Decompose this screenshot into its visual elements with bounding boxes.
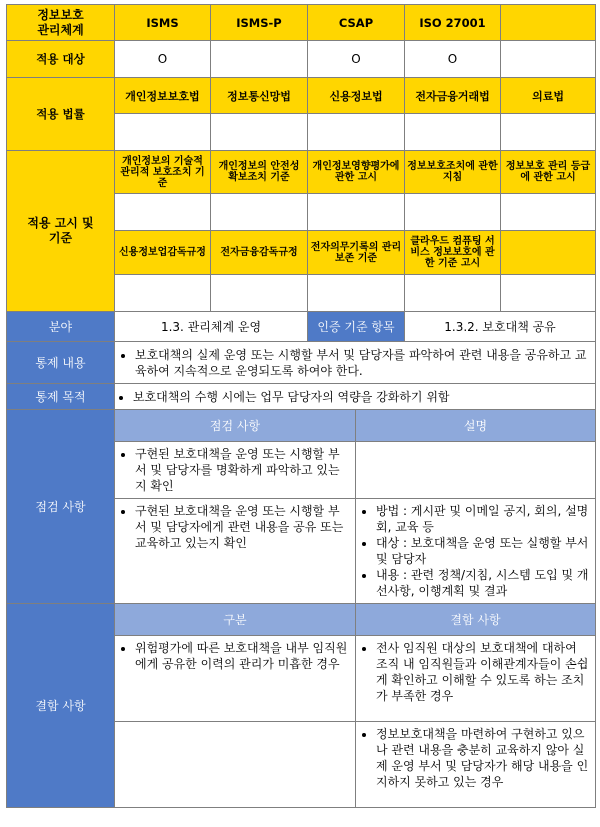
notice-item: 개인정보의 안전성 확보조치 기준 <box>211 151 308 194</box>
defect-category-header: 구분 <box>115 604 356 636</box>
check-item-1: • 구현된 보호대책을 운영 또는 시행할 부서 및 담당자를 명확하게 파악하고 있는지 확인 <box>135 446 349 494</box>
check-item-cell <box>115 499 356 604</box>
defect-detail-header: 결함 사항 <box>356 604 596 636</box>
col-header-isms: ISMS <box>115 5 211 41</box>
notice-blank-cell <box>308 275 405 312</box>
law-blank-cell <box>501 114 596 151</box>
defect-category-cell <box>115 636 356 722</box>
defect-label: 결함 사항 <box>7 604 115 808</box>
field-label: 분야 <box>7 312 115 342</box>
notice-blank-cell <box>211 275 308 312</box>
header-row <box>7 5 596 41</box>
cert-item-value: 1.3.2. 보호대책 공유 <box>405 312 596 342</box>
notices-row-1 <box>7 151 596 194</box>
purpose-row <box>7 384 596 410</box>
col-header-isms-p: ISMS-P <box>211 5 308 41</box>
control-label: 통제 내용 <box>7 342 115 384</box>
law-blank-cell <box>211 114 308 151</box>
check-desc-item: • 대상 : 보호대책을 운영 또는 실행할 부서 및 담당자 <box>376 535 589 567</box>
law-item: 전자금융거래법 <box>405 78 501 114</box>
field-value: 1.3. 관리체계 운영 <box>115 312 308 342</box>
check-desc-cell <box>356 499 596 604</box>
target-mark-isms-p <box>211 41 308 78</box>
defect-detail-cell <box>356 636 596 722</box>
check-desc-item: • 내용 : 관련 정책/지침, 시스템 도입 및 개선사항, 이행계획 및 결과 <box>376 567 589 599</box>
check-col-header: 점검 사항 <box>115 410 356 442</box>
check-desc-item: • 방법 : 게시판 및 이메일 공지, 회의, 설명회, 교육 등 <box>376 503 589 535</box>
defect-header-row <box>7 604 596 636</box>
defect-detail-cell <box>356 722 596 808</box>
purpose-label: 통제 목적 <box>7 384 115 410</box>
law-item: 개인정보보호법 <box>115 78 211 114</box>
control-row <box>7 342 596 384</box>
notice-item: 전자의무기록의 관리 보존 기준 <box>308 231 405 275</box>
defect-detail-item: • 정보보호대책을 마련하여 구현하고 있으나 관련 내용을 충분히 교육하지 않아 실제 운영 부서 및 담당자가 해당 내용을 인지하지 못하고 있는 경우 <box>376 726 589 790</box>
law-blank-cell <box>405 114 501 151</box>
notice-blank-cell <box>501 194 596 231</box>
notice-blank-cell <box>115 275 211 312</box>
control-content-cell <box>115 342 596 384</box>
notice-item: 클라우드 컴퓨팅 서비스 정보보호에 관한 기준 고시 <box>405 231 501 275</box>
law-blank-cell <box>308 114 405 151</box>
corner-line-2: 관리체계 <box>37 22 84 37</box>
target-mark-csap: O <box>308 41 405 78</box>
defect-category-item: • 위험평가에 따른 보호대책을 내부 임직원에게 공유한 이력의 관리가 미흡한 경우 <box>135 640 349 672</box>
cert-item-label: 인증 기준 항목 <box>308 312 405 342</box>
notices-label-line-2: 기준 <box>48 231 73 245</box>
corner-line-1: 정보보호 <box>37 7 84 22</box>
law-item: 신용정보법 <box>308 78 405 114</box>
check-desc-header: 설명 <box>356 410 596 442</box>
notice-item: 개인정보영향평가에 관한 고시 <box>308 151 405 194</box>
laws-label: 적용 법률 <box>7 78 115 151</box>
law-item: 의료법 <box>501 78 596 114</box>
col-header-iso27001: ISO 27001 <box>405 5 501 41</box>
notice-blank-cell <box>308 194 405 231</box>
check-label: 점검 사항 <box>7 410 115 604</box>
check-item-2: • 구현된 보호대책을 운영 또는 시행할 부서 및 담당자에게 관련 내용을 공유 또는 교육하고 있는지 확인 <box>135 503 349 551</box>
notice-item: 전자금융감독규정 <box>211 231 308 275</box>
framework-corner-cell <box>7 5 115 41</box>
notice-blank-cell <box>211 194 308 231</box>
security-standard-table-container <box>6 4 595 808</box>
notice-item: 정보보호 관리 등급에 관한 고시 <box>501 151 596 194</box>
law-item: 정보통신망법 <box>211 78 308 114</box>
check-header-row <box>7 410 596 442</box>
notice-blank-cell <box>115 194 211 231</box>
notice-item: 정보보호조치에 관한 지침 <box>405 151 501 194</box>
target-row <box>7 41 596 78</box>
field-row <box>7 312 596 342</box>
purpose-text: • 보호대책의 수행 시에는 업무 담당자의 역량을 강화하기 위함 <box>133 389 591 405</box>
notices-label-line-1: 적용 고시 및 <box>27 216 94 230</box>
law-blank-cell <box>115 114 211 151</box>
notice-item: 신용정보업감독규정 <box>115 231 211 275</box>
control-text: • 보호대책의 실제 운영 또는 시행할 부서 및 담당자를 파악하여 관련 내용을 공유하고 교육하여 지속적으로 운영되도록 하여야 한다. <box>135 347 589 379</box>
defect-detail-item: • 전사 임직원 대상의 보호대책에 대하여 조직 내 임직원들과 이해관계자들이 손쉽게 확인하고 이해할 수 있도록 하는 조치가 부족한 경우 <box>376 640 589 704</box>
target-mark-isms: O <box>115 41 211 78</box>
notice-blank-cell <box>405 275 501 312</box>
check-desc-blank-cell <box>356 442 596 499</box>
security-standard-table <box>6 4 596 808</box>
target-mark-iso27001: O <box>405 41 501 78</box>
target-mark-blank <box>501 41 596 78</box>
notice-item: 개인정보의 기술적 관리적 보호조치 기준 <box>115 151 211 194</box>
notice-blank-cell <box>405 194 501 231</box>
notice-blank-cell <box>501 275 596 312</box>
laws-row <box>7 78 596 114</box>
target-label: 적용 대상 <box>7 41 115 78</box>
col-header-blank <box>501 5 596 41</box>
check-item-cell <box>115 442 356 499</box>
purpose-content-cell <box>115 384 596 410</box>
notice-item <box>501 231 596 275</box>
notices-label <box>7 151 115 312</box>
col-header-csap: CSAP <box>308 5 405 41</box>
defect-category-blank-cell <box>115 722 356 808</box>
